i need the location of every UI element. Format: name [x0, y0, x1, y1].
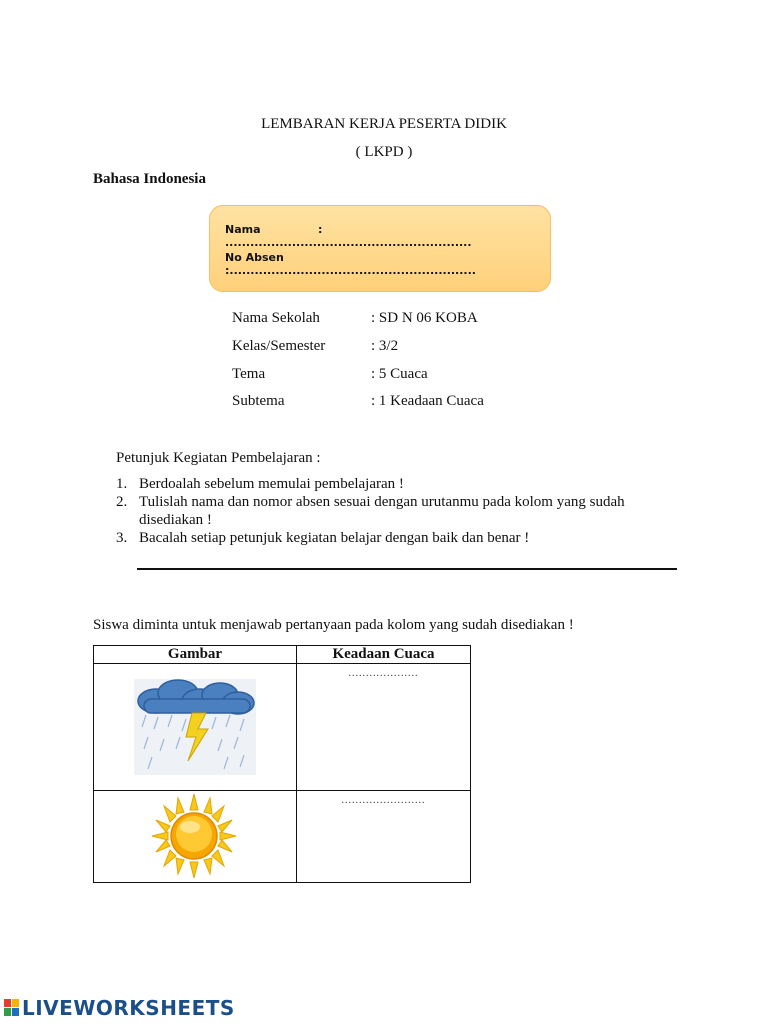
- item-number: 3.: [116, 530, 128, 546]
- logo-text: LIVEWORKSHEETS: [22, 996, 235, 1020]
- info-label: Subtema: [232, 393, 285, 409]
- item-text: Berdoalah sebelum memulai pembelajaran !: [139, 476, 404, 492]
- list-item: [116, 529, 676, 547]
- info-row: [232, 310, 478, 327]
- item-number: 1.: [116, 476, 128, 492]
- col-weather-header: Keadaan Cuaca: [297, 646, 471, 664]
- answer-field[interactable]: ........................: [341, 795, 426, 806]
- instructions-list: [116, 475, 676, 547]
- worksheet-title: LEMBARAN KERJA PESERTA DIDIK: [261, 116, 507, 132]
- answer-field[interactable]: ....................: [348, 668, 419, 679]
- info-value: : SD N 06 KOBA: [371, 310, 478, 326]
- info-label: Tema: [232, 366, 266, 382]
- liveworksheets-logo-icon: [4, 999, 20, 1017]
- name-row: [225, 223, 550, 249]
- table-header: [94, 646, 471, 664]
- name-field[interactable]: : ...........................................................: [225, 223, 472, 249]
- image-cell: [94, 791, 297, 883]
- table-row: [94, 664, 471, 791]
- list-item: [116, 475, 676, 493]
- info-value: : 1 Keadaan Cuaca: [371, 393, 484, 409]
- name-label: Nama: [225, 223, 261, 236]
- absen-label: No Absen: [225, 251, 284, 264]
- item-text: Tulislah nama dan nomor absen sesuai dengan urutanmu pada kolom yang sudah disediakan !: [139, 494, 625, 528]
- absen-row: [225, 251, 550, 277]
- identity-box: [209, 205, 551, 292]
- info-row: [232, 366, 428, 383]
- instructions-heading: Petunjuk Kegiatan Pembelajaran :: [116, 450, 321, 466]
- question-prompt: Siswa diminta untuk menjawab pertanyaan pada kolom yang sudah disediakan !: [93, 617, 574, 633]
- col-image-header: Gambar: [94, 646, 297, 664]
- info-label: Nama Sekolah: [232, 310, 320, 326]
- info-value: : 5 Cuaca: [371, 366, 428, 382]
- item-number: 2.: [116, 494, 128, 510]
- table-row: [94, 791, 471, 883]
- absen-field[interactable]: :...........................................................: [225, 264, 476, 277]
- info-value: : 3/2: [371, 338, 399, 354]
- item-text: Bacalah setiap petunjuk kegiatan belajar dengan baik dan benar !: [139, 530, 530, 546]
- subject-label: Bahasa Indonesia: [93, 171, 206, 187]
- answer-table: [93, 645, 471, 883]
- divider: [137, 568, 677, 570]
- sun-icon: [150, 794, 238, 878]
- liveworksheets-logo: [4, 996, 235, 1020]
- answer-cell[interactable]: [297, 791, 471, 883]
- info-row: [232, 393, 484, 410]
- info-row: [232, 338, 398, 355]
- image-cell: [94, 664, 297, 791]
- list-item: [116, 493, 676, 529]
- storm-cloud-icon: [134, 679, 256, 775]
- answer-cell[interactable]: [297, 664, 471, 791]
- worksheet-subtitle: ( LKPD ): [355, 144, 413, 160]
- info-label: Kelas/Semester: [232, 338, 326, 354]
